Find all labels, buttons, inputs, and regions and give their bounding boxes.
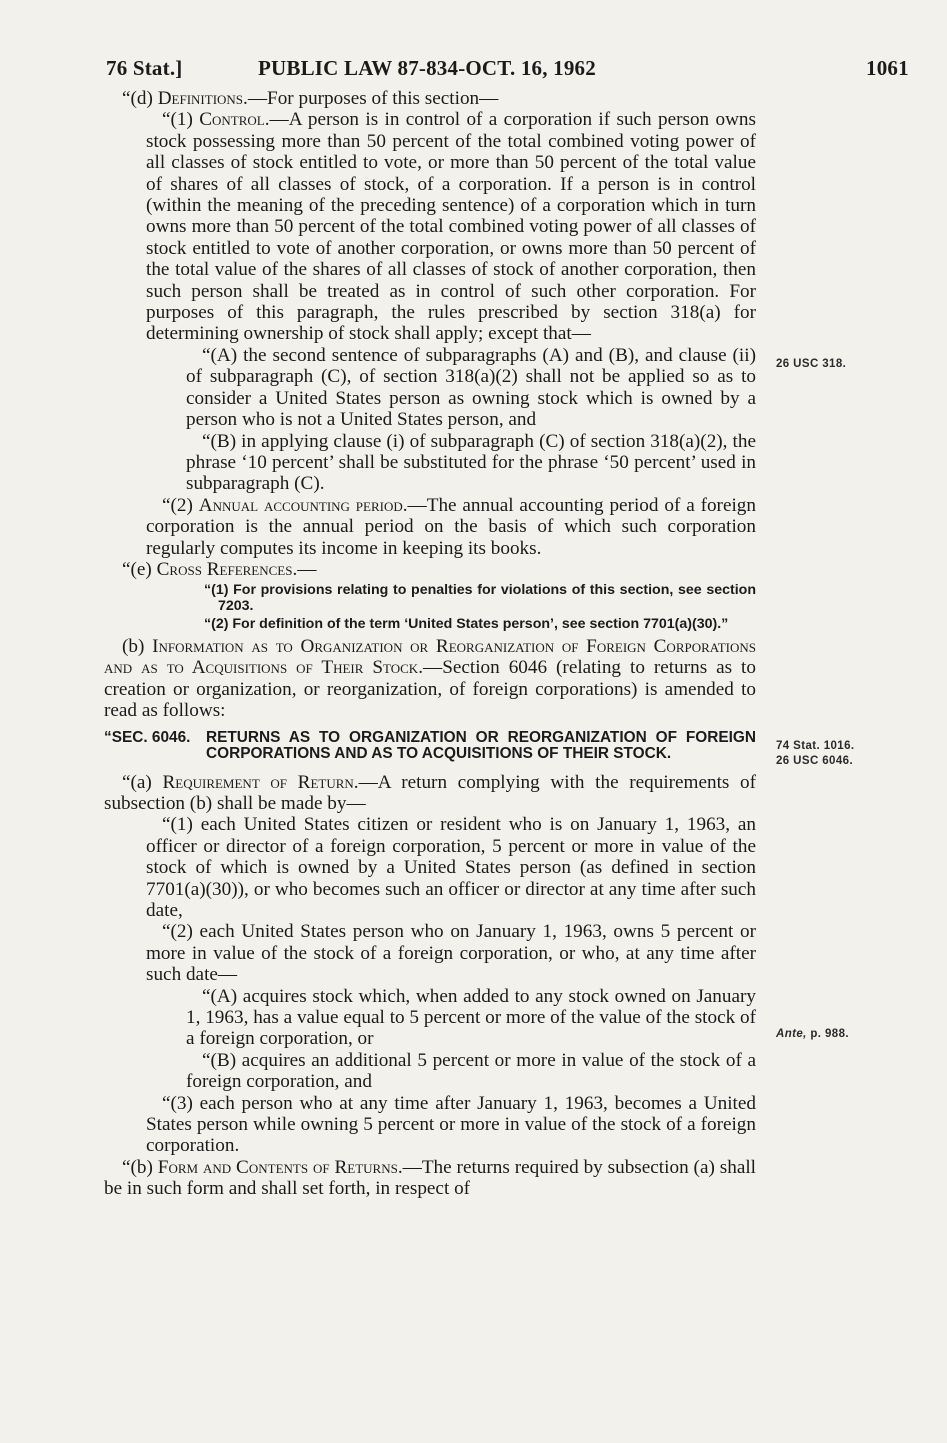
subsection-d-mark: “(d) [122, 88, 153, 109]
page-number: 1061 [866, 56, 909, 80]
margin-note-26-usc-6046: 26 USC 6046. [776, 755, 854, 767]
subsection-e-title: Cross References. [156, 558, 298, 580]
subsection-a-subparagraph-a: “(A) acquires stock which, when added to any stock owned on January 1, 1963, has a value equal to 5 percent or more of the value of the stock of a foreign corporation, or [186, 985, 756, 1050]
paragraph-annual-text: —The annual accounting period of a foreign corporation is the annual period on the basis of which such corporation regularly computes its income in keeping its books. [146, 494, 756, 559]
cross-reference-1: “(1) For provisions relating to penalties for violations of this section, see section 7203. [204, 582, 756, 614]
subsection-e-mark: “(e) [122, 558, 152, 580]
subsection-a-subparagraph-b: “(B) acquires an additional 5 percent or more in value of the stock of a foreign corporation, and [186, 1049, 756, 1093]
subparagraph-a: “(A) the second sentence of subparagraphs (A) and (B), and clause (ii) of subparagraph (C), of section 318(a)(2) shall not be applied so as to consider a United States person as owning stock which is owned by a person who is not a United States person, and [186, 344, 756, 431]
section-6046-label: “SEC. 6046. [104, 728, 191, 746]
subsection-b-form-mark: “(b) [122, 1156, 153, 1178]
section-6046-title: RETURNS AS TO ORGANIZATION OR REORGANIZATION OF FOREIGN CORPORATIONS AND AS TO ACQUISITIONS OF THEIR STOCK. [206, 728, 756, 762]
subsection-a [104, 772, 756, 815]
section-6046-heading [104, 730, 756, 762]
subsection-b-form [104, 1157, 756, 1200]
margin-note-ante-italic: Ante, [776, 1028, 807, 1040]
subsection-a-paragraph-3: “(3) each person who at any time after January 1, 1963, becomes a United States person while owning 5 percent or more in value of the stock of a foreign corporation. [146, 1092, 756, 1157]
subsection-d-title: Definitions. [157, 88, 248, 109]
subsection-a-paragraph-1: “(1) each United States citizen or resident who is on January 1, 1963, an officer or director of a foreign corporation, 5 percent or more in value of the stock of which is owned by a United States person (as defined in section 7701(a)(30)), or who becomes such an officer or director at any time after such date, [146, 814, 756, 922]
paragraph-control-text: —A person is in control of a corporation if such person owns stock possessing more than 50 percent of the total combined voting power of all classes of stock entitled to vote, or more than 50 percent of the total value of shares of all classes of stock, of a corporation. If a person is in control (within the meaning of the preceding sentence) of a corporation which in turn owns more than 50 percent of the total combined voting power of all classes of stock entitled to vote of another corporation, or owns more than 50 percent of the total value of the shares of all classes of stock of another corporation, then such person shall be treated as in control of such other corporation. For purposes of this paragraph, the rules prescribed by section 318(a) for determining ownership of stock shall apply; except that— [146, 109, 756, 345]
margin-note-26-usc-318: 26 USC 318. [776, 358, 847, 370]
subsection-a-paragraph-2: “(2) each United States person who on January 1, 1963, owns 5 percent or more in value of the stock of a foreign corporation, or who, at any time after such date— [146, 921, 756, 986]
statute-text [104, 88, 756, 1200]
paragraph-control [104, 109, 756, 344]
subsection-a-text: —A return complying with the requirements of subsection (b) shall be made by— [104, 771, 757, 814]
subsection-e [104, 559, 756, 580]
paragraph-annual-title: Annual accounting period. [198, 494, 408, 516]
amendment-b-text: —Section 6046 (relating to returns as to creation or organization, or reorganization, of foreign corporations) is amended to read as follows: [104, 657, 756, 722]
amendment-b [104, 636, 756, 722]
margin-note-ante-page: p. 988. [810, 1028, 849, 1040]
paragraph-annual-mark: “(2) [162, 494, 193, 516]
subsection-d [104, 88, 756, 109]
paragraph-annual-accounting [104, 495, 756, 559]
margin-note-ante [776, 1028, 849, 1040]
volume-reference: 76 Stat.] [106, 56, 183, 80]
margin-note-74-stat: 74 Stat. 1016. [776, 740, 855, 752]
running-header: PUBLIC LAW 87-834-OCT. 16, 1962 [258, 56, 596, 80]
paragraph-control-title: Control. [199, 109, 270, 131]
subsection-b-form-title: Form and Contents of Returns. [157, 1156, 403, 1178]
subsection-a-title: Requirement of Return. [162, 771, 359, 793]
amendment-b-title: Information as to Organization or Reorganization of Foreign Corporations and as to Acquisitions of Their Stock. [104, 635, 756, 679]
amendment-b-mark: (b) [122, 635, 145, 657]
subparagraph-b: “(B) in applying clause (i) of subparagraph (C) of section 318(a)(2), the phrase ‘10 percent’ shall be substituted for the phrase ‘50 percent’ used in subparagraph (C). [186, 430, 756, 495]
cross-reference-2: “(2) For definition of the term ‘United States person’, see section 7701(a)(30).” [204, 615, 729, 632]
subsection-e-text: — [297, 558, 317, 580]
subsection-d-text: —For purposes of this section— [247, 88, 499, 109]
subsection-a-mark: “(a) [122, 771, 152, 793]
subsection-b-form-text: —The returns required by subsection (a) shall be in such form and shall set forth, in respect of [104, 1156, 756, 1200]
paragraph-control-mark: “(1) [162, 109, 193, 131]
